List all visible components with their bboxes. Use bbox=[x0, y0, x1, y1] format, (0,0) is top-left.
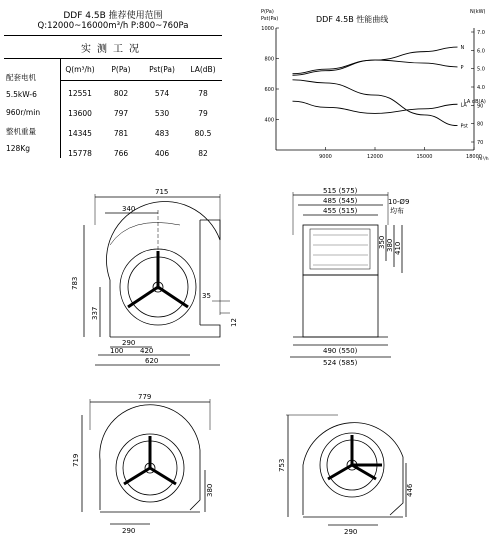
dim-foot-width: 290 bbox=[122, 339, 136, 347]
performance-curve-chart bbox=[256, 4, 500, 164]
dim-w1: 515 (575) bbox=[323, 187, 358, 195]
spokes bbox=[128, 251, 188, 307]
y-left-tick-label: 400 bbox=[264, 117, 274, 124]
series-label-la: LA bbox=[460, 102, 467, 109]
y-left-tick-label: 1000 bbox=[261, 26, 274, 32]
dim-shaft-height: 446 bbox=[406, 483, 414, 497]
table-cell: 797 bbox=[113, 109, 129, 118]
spec-table bbox=[4, 6, 222, 158]
measured-title: 实测工况 bbox=[81, 44, 145, 55]
dim-height: 753 bbox=[278, 458, 286, 472]
dim-outlet-offset: 35 bbox=[202, 292, 211, 300]
y-left-tick-label: 600 bbox=[264, 87, 274, 93]
weight-value: 128Kg bbox=[6, 144, 30, 153]
divider bbox=[60, 80, 222, 81]
header-pst: Pst(Pa) bbox=[149, 65, 175, 74]
y-left-title-p: P(Pa) bbox=[261, 9, 274, 15]
bottom-left-view-drawing bbox=[70, 390, 230, 535]
dim-base-length: 620 bbox=[145, 357, 159, 365]
y-right-tick-label: 4.0 bbox=[477, 85, 485, 91]
series-label-p: P bbox=[460, 64, 464, 71]
header-q: Q(m³/h) bbox=[65, 65, 95, 74]
dim-shaft-height: 337 bbox=[91, 306, 99, 320]
x-tick-label: 9000 bbox=[319, 154, 332, 160]
table-cell: 80.5 bbox=[194, 129, 212, 138]
y-right-tick-label: 5.0 bbox=[477, 66, 485, 73]
dim-b1: 490 (550) bbox=[323, 347, 358, 355]
dim-base-span: 420 bbox=[140, 347, 154, 355]
outlet-hatching bbox=[313, 235, 368, 265]
y-right-title-la: LA dB(A) bbox=[464, 99, 486, 105]
dim-foot-width: 290 bbox=[344, 528, 358, 535]
dim-foot-offset: 100 bbox=[110, 347, 124, 355]
y-right-tick-label: 90 bbox=[477, 103, 484, 110]
x-tick-label: 12000 bbox=[367, 154, 383, 160]
x-unit: m³/h bbox=[478, 157, 489, 162]
dim-overall-width: 715 bbox=[155, 188, 169, 196]
y-right-tick-label: 80 bbox=[477, 121, 484, 128]
series-label-n: N bbox=[460, 45, 465, 52]
header-la: LA(dB) bbox=[190, 65, 216, 74]
casing-inner bbox=[110, 223, 180, 246]
divider bbox=[60, 58, 61, 158]
dim-foot-width: 290 bbox=[122, 527, 136, 535]
header-p: P(Pa) bbox=[111, 65, 131, 74]
y-right-ticks bbox=[471, 30, 485, 146]
y-right-tick-label: 6.0 bbox=[477, 48, 485, 55]
table-cell: 530 bbox=[154, 109, 170, 118]
x-tick-label: 18000 bbox=[466, 154, 482, 160]
series-line-pst bbox=[293, 80, 458, 126]
y-right-tick-label: 70 bbox=[477, 140, 484, 146]
dim-h3: 410 bbox=[394, 241, 402, 255]
y-right-title-n: N(kW) bbox=[470, 9, 486, 15]
table-cell: 766 bbox=[113, 149, 129, 158]
motor-power: 5.5kW-6 bbox=[6, 90, 37, 99]
dim-shaft-height: 380 bbox=[206, 483, 214, 497]
holes-spec: 10-Ø9 bbox=[388, 198, 410, 206]
table-cell: 12551 bbox=[68, 89, 92, 98]
dim-h1: 350 bbox=[378, 235, 386, 249]
y-left-title-pst: Pst(Pa) bbox=[261, 16, 279, 22]
housing-side bbox=[303, 275, 378, 337]
y-right-tick-label: 7.0 bbox=[477, 30, 485, 36]
table-cell: 13600 bbox=[68, 109, 92, 118]
front-view-drawing bbox=[70, 185, 250, 375]
x-tick-label: 15000 bbox=[416, 154, 433, 160]
table-cell: 406 bbox=[154, 149, 170, 158]
y-left-tick-label: 800 bbox=[264, 56, 274, 63]
holes-note: 均布 bbox=[390, 207, 404, 215]
dim-w2: 485 (545) bbox=[323, 197, 358, 205]
table-cell: 15778 bbox=[68, 149, 92, 158]
dim-width: 779 bbox=[138, 393, 152, 401]
side-view-drawing bbox=[278, 185, 418, 370]
table-cell: 781 bbox=[113, 129, 129, 138]
series-line-n bbox=[293, 47, 458, 75]
spokes bbox=[124, 436, 176, 484]
base-outline bbox=[110, 325, 220, 337]
x-ticks bbox=[319, 147, 482, 160]
motor-label: 配套电机 bbox=[6, 73, 36, 82]
dim-b2: 524 (585) bbox=[323, 359, 358, 367]
series-label-pst: Pst bbox=[460, 123, 468, 130]
divider bbox=[4, 58, 222, 59]
divider bbox=[4, 35, 222, 36]
outlet-rect-outer bbox=[303, 225, 378, 275]
curve-title: DDF 4.5B 性能曲线 bbox=[316, 15, 389, 24]
series-labels bbox=[461, 45, 469, 130]
dim-base-thickness: 12 bbox=[230, 318, 238, 327]
weight-label: 整机重量 bbox=[6, 127, 36, 136]
table-cell: 78 bbox=[198, 89, 208, 98]
dim-height: 719 bbox=[72, 453, 80, 467]
table-cell: 483 bbox=[154, 129, 170, 138]
dim-w3: 455 (515) bbox=[323, 207, 358, 215]
motor-speed: 960r/min bbox=[6, 108, 41, 117]
table-cell: 82 bbox=[198, 149, 208, 158]
series-line-la bbox=[293, 101, 458, 113]
dim-top-width: 340 bbox=[122, 205, 136, 213]
table-cell: 14345 bbox=[68, 129, 92, 138]
table-cell: 574 bbox=[154, 89, 170, 98]
series-lines bbox=[293, 47, 458, 126]
spec-range: Q:12000~16000m³/h P:800~760Pa bbox=[37, 21, 189, 31]
dim-h2: 380 bbox=[386, 238, 394, 252]
spec-title: DDF 4.5B 推荐使用范围 bbox=[63, 11, 163, 21]
table-cell: 802 bbox=[113, 89, 129, 98]
dim-height: 783 bbox=[71, 276, 79, 290]
bottom-right-view-drawing bbox=[278, 395, 428, 535]
table-cell: 79 bbox=[198, 109, 208, 118]
